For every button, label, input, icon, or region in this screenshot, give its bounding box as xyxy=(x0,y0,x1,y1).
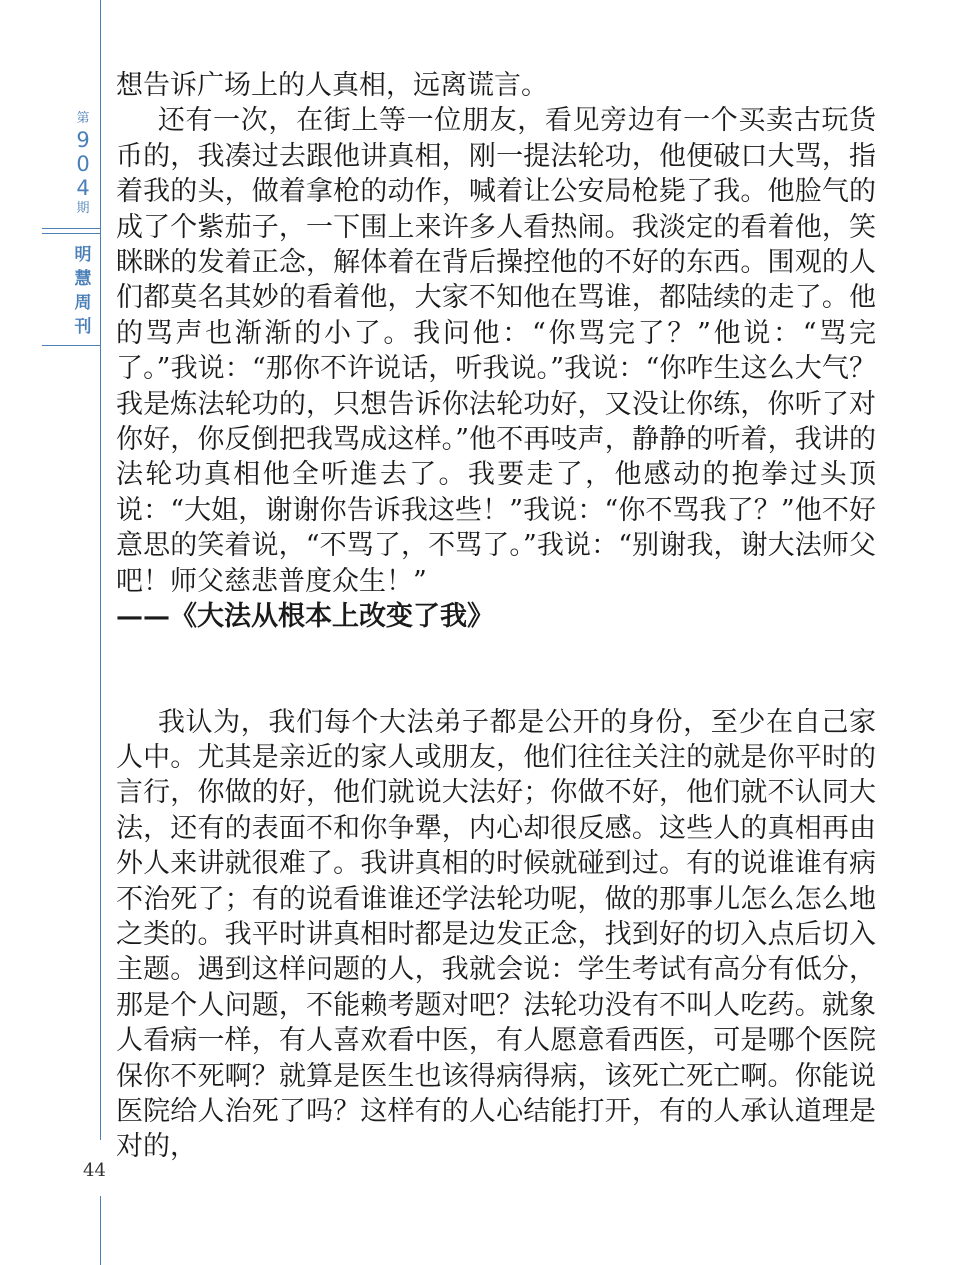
magazine-char: 周 xyxy=(74,293,92,313)
sidebar-divider xyxy=(42,345,101,346)
sidebar-divider xyxy=(42,233,101,234)
page-number: 44 xyxy=(83,1160,106,1181)
issue-digit: 9 xyxy=(76,128,90,152)
magazine-char: 刊 xyxy=(74,317,92,337)
issue-number xyxy=(60,110,106,218)
paragraph: 还有一次，在街上等一位朋友，看见旁边有一个买卖古玩货币的，我凑过去跟他讲真相，刚一提法轮功，他便破口大骂，指着我的头，做着拿枪的动作，喊着让公安局枪毙了我。他脸气的成了个紫茄子，一下围上来许多人看热闹。我淡定的看着他，笑眯眯的发着正念，解体着在背后操控他的不好的东西。围观的人们都莫名其妙的看着他，大家不知他在骂谁，都陆续的走了。他的骂声也渐渐的小了。我问他：“你骂完了？”他说：“骂完了。”我说：“那你不许说话，听我说。”我说：“你咋生这么大气？我是炼法轮功的，只想告诉你法轮功好，又没让你练，你听了对你好，你反倒把我骂成这样。”他不再吱声，静静的听着，我讲的法轮功真相他全听進去了。我要走了，他感动的抱拳过头顶说：“大姐，谢谢你告诉我这些！”我说：“你不骂我了？”他不好意思的笑着说，“不骂了，不骂了。”我说：“别谢我，谢大法师父吧！师父慈悲普度众生！” xyxy=(116,105,876,597)
issue-digit: 4 xyxy=(76,176,90,200)
sidebar-divider xyxy=(42,228,101,229)
issue-prefix: 第 xyxy=(76,111,90,126)
source-citation: ——《大法从根本上改变了我》 xyxy=(116,601,494,633)
paragraph-continued: 想告诉广场上的人真相，远离谎言。 xyxy=(116,70,548,101)
article-body xyxy=(116,68,876,1165)
paragraph: 我认为，我们每个大法弟子都是公开的身份，至少在自己家人中。尤其是亲近的家人或朋友，他们往往关注的就是你平时的言行，你做的好，他们就说大法好；你做不好，他们就不认同大法，还有的表面不和你争犟，内心却很反感。这些人的真相再由外人来讲就很难了。我讲真相的时候就碰到过。有的说谁谁有病不治死了；有的说看谁谁还学法轮功呢，做的那事儿怎么怎么地之类的。我平时讲真相时都是边发正念，找到好的切入点后切入主题。遇到这样问题的人，我就会说：学生考试有高分有低分，那是个人问题，不能赖考题对吧？法轮功没有不叫人吃药。就象人看病一样，有人喜欢看中医，有人愿意看西医，可是哪个医院保你不死啊？就算是医生也该得病得病，该死亡死亡啊。你能说医院给人治死了吗？这样有的人心结能打开，有的人承认道理是对的， xyxy=(116,706,876,1163)
magazine-title xyxy=(60,243,106,339)
magazine-char: 明 xyxy=(74,245,92,265)
magazine-char: 慧 xyxy=(74,269,92,289)
issue-digit: 0 xyxy=(76,152,90,176)
issue-suffix: 期 xyxy=(76,201,90,216)
